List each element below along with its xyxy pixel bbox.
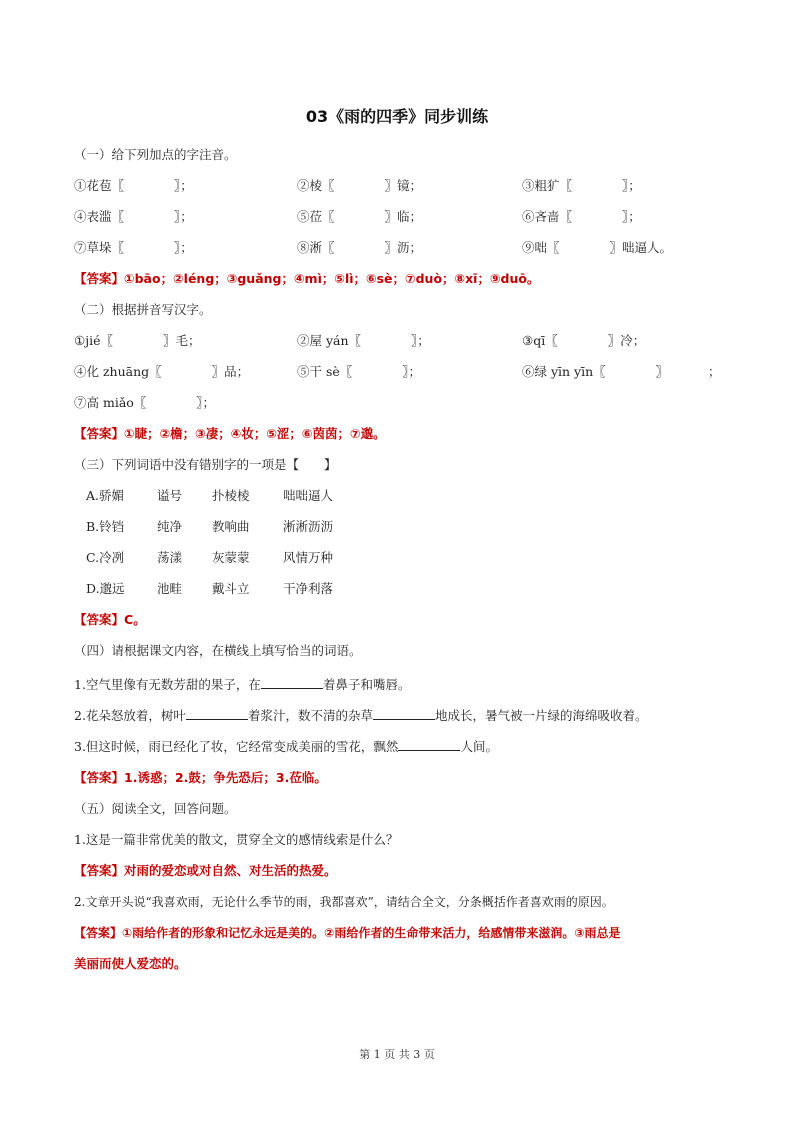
s1-item-4: ④表滥〖 〗；	[74, 209, 193, 224]
s1-item-5: ⑤莅〖 〗临；	[297, 209, 423, 224]
s4-question-2	[74, 707, 647, 725]
answer-text: 对雨的爱恋或对自然、对生活的热爱。	[124, 863, 337, 878]
section-2-heading: （二）根据拼音写汉字。	[74, 302, 212, 317]
question-text: 1.空气里像有无数芳甜的果子，在	[74, 677, 261, 692]
section-1-heading: （一）给下列加点的字注音。	[74, 147, 237, 162]
answer-tag: 【答案】	[74, 271, 125, 286]
answer-tag: 【答案】	[74, 770, 125, 785]
s4-answer	[74, 769, 327, 787]
section-5-heading: （五）阅读全文，回答问题。	[74, 801, 237, 816]
s2-item-6-end: ；	[708, 364, 721, 379]
answer-text: 1.诱惑；2.鼓；争先恐后；3.莅临。	[124, 770, 327, 785]
fill-blank	[261, 676, 323, 689]
option-word: B.铃铛	[86, 519, 125, 534]
answer-text: ①睫；②檐；③凄；④妆；⑤涩；⑥茵茵；⑦邈。	[124, 426, 386, 441]
s2-item-1: ①jié〖 〗毛；	[74, 333, 201, 348]
s1-item-6: ⑥吝啬〖 〗；	[522, 209, 641, 224]
s5-question-1: 1.这是一篇非常优美的散文，贯穿全文的感情线索是什么？	[74, 832, 399, 847]
s1-item-3: ③粗犷〖 〗；	[522, 178, 641, 193]
section-3-heading: （三）下列词语中没有错别字的一项是【 】	[74, 457, 337, 472]
s1-item-1: ①花苞〖 〗；	[74, 178, 193, 193]
option-word: 谥号	[157, 488, 183, 503]
option-word: 咄咄逼人	[283, 488, 334, 503]
fill-blank	[373, 707, 435, 720]
option-word: 纯净	[157, 519, 183, 534]
s2-item-7: ⑦高 miǎo〖 〗；	[74, 395, 216, 410]
s3-answer	[74, 611, 146, 629]
s2-item-2: ②屋 yán〖 〗；	[297, 333, 430, 348]
s1-answer	[74, 270, 540, 288]
option-word: 干净利落	[283, 581, 334, 596]
s1-item-8: ⑧淅〖 〗沥；	[297, 240, 423, 255]
option-word: 教响曲	[212, 519, 250, 534]
question-text: 人间。	[460, 739, 498, 754]
s2-item-6: ⑥绿 yīn yīn〖 〗	[522, 364, 669, 379]
answer-tag: 【答案】	[74, 612, 125, 627]
answer-text: ①雨给作者的形象和记忆永远是美的。②雨给作者的生命带来活力，给感情带来滋润。③雨总是	[122, 926, 621, 940]
option-word: C.冷冽	[86, 550, 125, 565]
s1-item-7: ⑦草垛〖 〗；	[74, 240, 193, 255]
answer-tag: 【答案】	[74, 426, 125, 441]
s2-item-3: ③qī〖 〗冷；	[522, 333, 646, 348]
s2-item-5: ⑤干 sè〖 〗；	[297, 364, 422, 379]
fill-blank	[186, 707, 248, 720]
option-word: 淅淅沥沥	[283, 519, 334, 534]
option-word: 戴斗立	[212, 581, 250, 596]
question-text: 3.但这时候，雨已经化了妆，它经常变成美丽的雪花，飘然	[74, 739, 399, 754]
page-footer: 第 1 页 共 3 页	[359, 1048, 435, 1061]
option-word: 荡漾	[157, 550, 183, 565]
answer-tag: 【答案】	[74, 863, 125, 878]
option-word: A.骄媚	[86, 488, 125, 503]
question-text: 着浆汁，数不清的杂草	[247, 708, 373, 723]
option-word: 池畦	[157, 581, 183, 596]
page-title: 03《雨的四季》同步训练	[305, 107, 489, 126]
answer-text: C。	[124, 612, 146, 627]
s4-question-1	[74, 676, 410, 694]
s5-answer-2	[74, 924, 621, 942]
s5-answer-1	[74, 862, 337, 880]
answer-text: ①bāo；②léng；③guǎng；④mì；⑤lì；⑥sè；⑦duò；⑧xī；⑨duō。	[124, 271, 540, 286]
s4-question-3	[74, 738, 498, 756]
question-text: 2.花朵怒放着，树叶	[74, 708, 186, 723]
option-word: D.邈远	[86, 581, 125, 596]
question-text: 着鼻子和嘴唇。	[322, 677, 411, 692]
s1-item-9: ⑨咄〖 〗咄逼人。	[522, 240, 673, 255]
question-text: 地成长，暑气被一片绿的海绵吸收着。	[434, 708, 648, 723]
option-word: 灰蒙蒙	[212, 550, 250, 565]
s5-question-2: 2.文章开头说“我喜欢雨，无论什么季节的雨，我都喜欢”，请结合全文，分条概括作者喜欢雨的原因。	[74, 895, 614, 909]
answer-tag: 【答案】	[74, 926, 123, 940]
s5-answer-2-cont: 美丽而使人爱恋的。	[74, 956, 187, 971]
option-word: 风情万种	[283, 550, 334, 565]
s2-answer	[74, 425, 386, 443]
s1-item-2: ②棱〖 〗镜；	[297, 178, 423, 193]
fill-blank	[398, 738, 460, 751]
option-word: 扑棱棱	[212, 488, 250, 503]
section-4-heading: （四）请根据课文内容，在横线上填写恰当的词语。	[74, 643, 362, 658]
s2-item-4: ④化 zhuāng〖 〗品；	[74, 364, 250, 379]
